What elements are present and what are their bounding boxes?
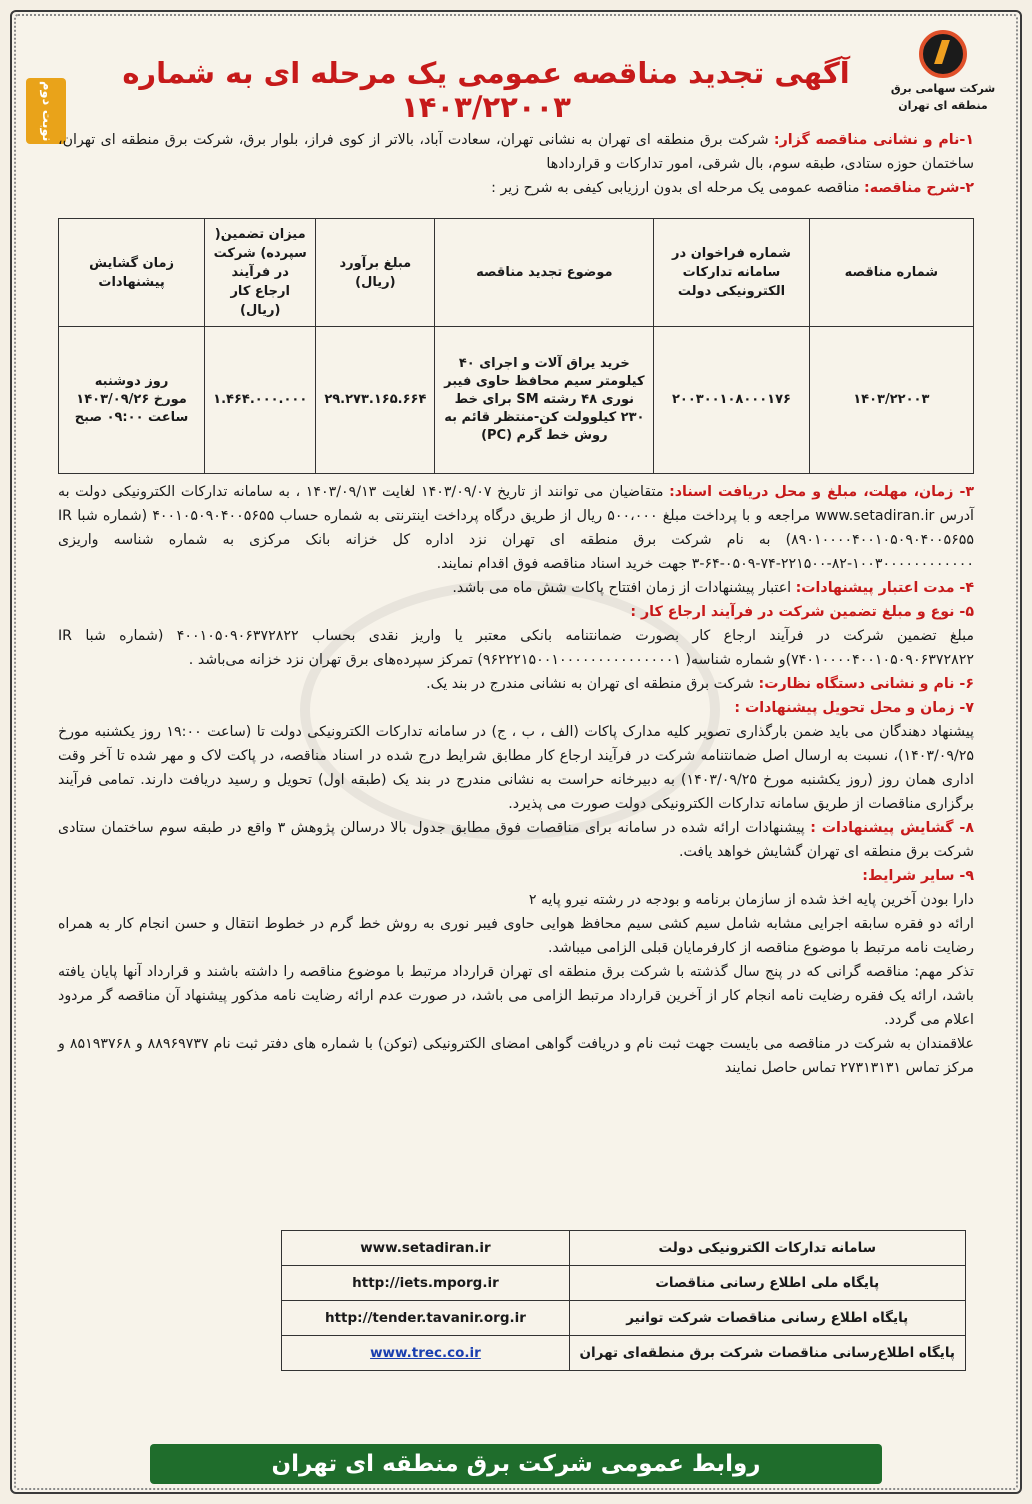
- lightning-logo-icon: [919, 30, 967, 78]
- company-logo: [888, 30, 998, 114]
- section-1: [58, 128, 974, 176]
- section-4: [58, 576, 974, 600]
- link-row: [282, 1301, 966, 1336]
- col-header-guarantee: میزان تضمین( سپرده) شرکت در فرآیند ارجاع کار (ریال): [205, 219, 316, 327]
- link-site-name: پایگاه اطلاع رسانی مناقصات شرکت توانیر: [569, 1301, 965, 1336]
- link-url: [282, 1266, 569, 1301]
- link-url: [282, 1301, 569, 1336]
- link-row: [282, 1336, 966, 1371]
- link-site-name: پایگاه اطلاع‌رسانی مناقصات شرکت برق منطقه‌ای تهران: [569, 1336, 965, 1371]
- opening-day: روز دوشنبه: [94, 374, 169, 389]
- section-5-text: مبلغ تضمین شرکت در فرآیند ارجاع کار بصورت ضمانتنامه بانکی معتبر یا واریز نقدی بحساب ۴۰۰۱۰۵۰۹۰۶۳۷۲۸۲۲ (شماره شبا IR ۷۴۰۱۰۰۰۰۴۰۰۱۰۵۰۹۰۶۳۷۲۸۲۲)و شماره شناسه( ۹۶۲۲۲۱۵۰۰۱۰۰۰۰۰۰۰۰۰۰۰۰۰۰۰۱) تمرکز سپرده‌های برق تهران نزد خزانه می‌باشد .: [58, 628, 974, 668]
- announcement-body: [58, 128, 974, 1080]
- cell-subject: خرید یراق آلات و اجرای ۴۰ کیلومتر سیم محافظ حاوی فیبر نوری ۴۸ رشته SM برای خط ۲۳۰ کیلوولت کن-منتظر قائم به روش خط گرم (PC): [435, 327, 654, 474]
- condition-item: دارا بودن آخرین پایه اخذ شده از سازمان برنامه و بودجه در رشته نیرو پایه ۲: [528, 892, 974, 908]
- section-6: [58, 672, 974, 696]
- setadiran-link[interactable]: www.setadiran.ir: [360, 1240, 491, 1256]
- section-2: [58, 176, 974, 200]
- iets-link[interactable]: http://iets.mporg.ir: [352, 1275, 499, 1291]
- opening-time: ساعت ۰۹:۰۰ صبح: [74, 410, 189, 425]
- opening-date: مورخ ۱۴۰۳/۰۹/۲۶: [76, 392, 187, 407]
- col-header-subject: موضوع تجدید مناقصه: [435, 219, 654, 327]
- section-8-text: پیشنهادات ارائه شده در سامانه برای مناقصات فوق مطابق جدول بالا درسالن پژوهش ۳ واقع در طبقه سوم ساختمان ستادی شرکت برق منطقه ای تهران گشایش خواهد یافت.: [58, 820, 974, 860]
- link-url: [282, 1231, 569, 1266]
- section-5-label: ۵- نوع و مبلغ تضمین شرکت در فرآیند ارجاع کار :: [630, 604, 974, 620]
- condition-item: علاقمندان به شرکت در مناقصه می بایست جهت ثبت نام و دریافت گواهی امضای الکترونیکی (توکن) با شماره های دفتر ثبت نام ۸۸۹۶۹۷۳۷ و ۸۵۱۹۳۷۶۸ و مرکز تماس ۲۷۳۱۳۱۳۱ تماس حاصل نمایند: [58, 1036, 974, 1076]
- link-site-name: پایگاه ملی اطلاع رسانی مناقصات: [569, 1266, 965, 1301]
- link-row: [282, 1266, 966, 1301]
- cell-opening: [59, 327, 205, 474]
- cell-number: ۱۴۰۳/۲۲۰۰۳: [809, 327, 973, 474]
- section-1-label: ۱-نام و نشانی مناقصه گزار:: [773, 132, 974, 148]
- tavanir-link[interactable]: http://tender.tavanir.org.ir: [324, 1310, 526, 1326]
- section-3: [58, 480, 974, 576]
- col-header-estimate: مبلغ برآورد (ریال): [316, 219, 435, 327]
- section-3-text: متقاضیان می توانند از تاریخ ۱۴۰۳/۰۹/۰۷ لغایت ۱۴۰۳/۰۹/۱۳ ، به سامانه تدارکات الکترونیکی دولت به آدرس www.setadiran.ir مراجعه و با پرداخت مبلغ ۵۰۰،۰۰۰ ریال از طریق درگاه پرداخت اینترنتی به شماره حساب ۴۰۰۱۰۵۰۹۰۴۰۰۵۶۵۵ (شماره شبا IR ۸۹۰۱۰۰۰۰۴۰۰۱۰۵۰۹۰۴۰۰۵۶۵۵) به نام شرکت برق منطقه ای تهران نزد اداره کل خزانه بانک مرکزی به شماره شناسه واریزی ۱۰۰۳۰۰۰۰۰۰۰۰۰۰۰۰-۸۲-۲۲۱۵۰۰-۷۴-۰۵۰۹-۶۴-۳ جهت خرید اسناد مناقصه فوق اقدام نمایند.: [58, 484, 974, 572]
- section-7: [58, 696, 974, 816]
- company-name-line1: شرکت سهامی برق: [890, 82, 996, 95]
- cell-guarantee: ۱.۴۶۴.۰۰۰.۰۰۰: [205, 327, 316, 474]
- section-4-label: ۴- مدت اعتبار پیشنهادات:: [795, 580, 974, 596]
- section-3-label: ۳- زمان، مهلت، مبلغ و محل دریافت اسناد:: [669, 484, 975, 500]
- condition-item: تذکر مهم: مناقصه گرانی که در پنج سال گذشته با شرکت برق منطقه ای تهران قرارداد مرتبط با موضوع مناقصه را داشته باشند و قرارداد آنها پایان یافته باشد، ارائه یک فقره رضایت نامه انجام کار از آخرین قرارداد مرتبط الزامی می باشد، در صورت عدم ارائه رضایت نامه مذکور پیشنهاد آن مناقصه گر مردود اعلام می گردد.: [58, 964, 974, 1028]
- section-8: [58, 816, 974, 864]
- col-header-opening: زمان گشایش پیشنهادات: [59, 219, 205, 327]
- link-site-name: سامانه تدارکات الکترونیکی دولت: [569, 1231, 965, 1266]
- link-url: [282, 1336, 569, 1371]
- links-table: [281, 1230, 966, 1371]
- table-header-row: [59, 219, 974, 327]
- section-7-label: ۷- زمان و محل تحویل پیشنهادات :: [734, 700, 974, 716]
- section-7-text: پیشنهاد دهندگان می باید ضمن بارگذاری تصویر کلیه مدارک پاکات (الف ، ب ، ج) در سامانه تدارکات الکترونیکی دولت تا (ساعت ۱۹:۰۰ روز یکشنبه مورخ ۱۴۰۳/۰۹/۲۵)، نسبت به ارسال اصل ضمانتنامه شرکت در فرآیند ارجاع کار مطابق شرایط درج شده در اسناد مناقصه، در پاکت لاک و مهر شده تا آخر وقت اداری همان روز (روز یکشنبه مورخ ۱۴۰۳/۰۹/۲۵) به دبیرخانه حراست به نشانی مندرج در بند یک (طبقه اول) تحویل و رسید دریافت دارند. تمامی فرآیند برگزاری مناقصات از طریق سامانه تدارکات الکترونیکی دولت صورت می پذیرد.: [58, 724, 974, 812]
- section-9-label: ۹- سایر شرایط:: [862, 868, 974, 884]
- section-2-text: مناقصه عمومی یک مرحله ای بدون ارزیابی کیفی به شرح زیر :: [491, 180, 860, 196]
- trec-link[interactable]: www.trec.co.ir: [370, 1345, 481, 1361]
- tender-table: [58, 218, 974, 474]
- col-header-setad: شماره فراخوان در سامانه تدارکات الکترونیکی دولت: [654, 219, 809, 327]
- section-5: [58, 600, 974, 672]
- section-8-label: ۸- گشایش پیشنهادات :: [810, 820, 974, 836]
- condition-item: ارائه دو فقره سابقه اجرایی مشابه شامل سیم کشی سیم محافظ هوایی حاوی فیبر نوری به روش خط گرم در خطوط انتقال و حسن انجام کار به همراه رضایت نامه مرتبط با موضوع مناقصه از کارفرمایان قبلی الزامی میباشد.: [58, 916, 974, 956]
- company-name-line2: منطقه ای تهران: [898, 99, 988, 112]
- cell-estimate: ۲۹.۲۷۳.۱۶۵.۶۶۴: [316, 327, 435, 474]
- section-6-text: شرکت برق منطقه ای تهران به نشانی مندرج در بند یک.: [426, 676, 755, 692]
- section-6-label: ۶- نام و نشانی دستگاه نظارت:: [758, 676, 974, 692]
- section-2-label: ۲-شرح مناقصه:: [864, 180, 974, 196]
- section-9: [58, 864, 974, 888]
- table-row: [59, 327, 974, 474]
- link-row: [282, 1231, 966, 1266]
- section-1-text: شرکت برق منطقه ای تهران به نشانی تهران، سعادت آباد، بالاتر از کوی فراز، بلوار برق، شرکت برق منطقه ای تهران، ساختمان حوزه ستادی، طبقه سوم، بال شرقی، امور تدارکات و قراردادها: [58, 132, 974, 172]
- page-title: آگهی تجدید مناقصه عمومی یک مرحله ای به شماره ۱۴۰۳/۲۲۰۰۳: [122, 56, 850, 124]
- col-header-number: شماره مناقصه: [809, 219, 973, 327]
- round-badge: نوبت دوم: [26, 78, 66, 144]
- section-4-text: اعتبار پیشنهادات از زمان افتتاح پاکات شش ماه می باشد.: [452, 580, 792, 596]
- footer-banner: روابط عمومی شرکت برق منطقه ای تهران: [150, 1444, 882, 1484]
- cell-setad: ۲۰۰۳۰۰۱۰۸۰۰۰۱۷۶: [654, 327, 809, 474]
